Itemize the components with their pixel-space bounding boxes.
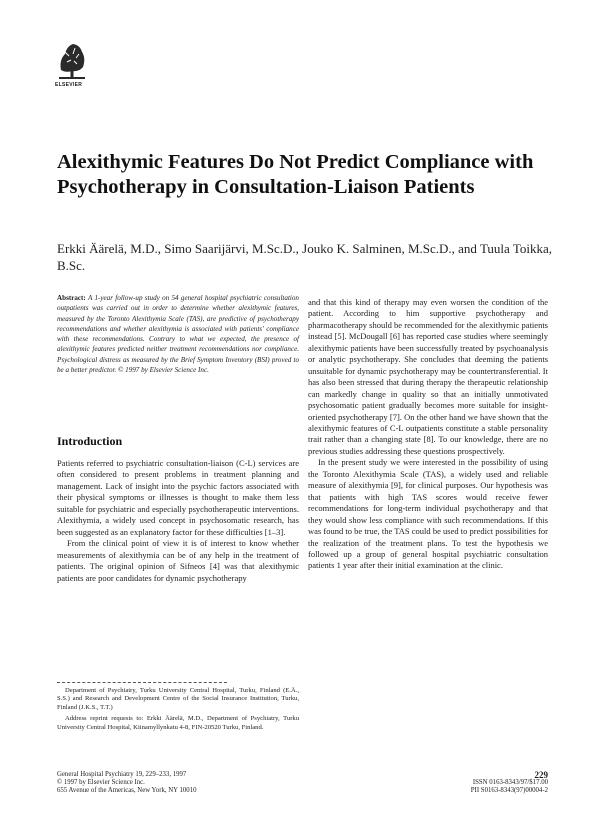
- publisher-name: ELSEVIER: [55, 82, 83, 88]
- left-column: [57, 458, 299, 584]
- footnotes: [57, 687, 299, 735]
- paragraph: and that this kind of therapy may even worsen the condition of the patient. According to him supportive psychotherapy and pharmacotherapy should be recommended for the alexithymic patients instead [5]. McDougall [6] has reported case studies where seemingly alexithymic patients have been successfully treated by psychoanalysis or analytic psychotherapy. She concludes that deeming the patients unsuitable for dynamic psychotherapy may be countertransferential. It has also been stressed that during therapy the therapeutic relationship can markedly change in quality so that an initially unmotivated psychosomatic patient gradually becomes more suitable for insight-oriented psychotherapy [7]. On the other hand we have shown that the alexithymic features of C-L outpatients constitute a stable personality trait rather than a changing state [8]. To our knowledge, there are no previous studies addressing these questions prospectively.: [308, 297, 548, 456]
- article-title: Alexithymic Features Do Not Predict Compliance with Psychotherapy in Consultation-Liaison Patients: [57, 151, 534, 198]
- abstract-text: A 1-year follow-up study on 54 general hospital psychiatric consultation outpatients was carried out in order to determine whether alexithymic features, measured by the Toronto Alexithymia Scale (TAS), are predictive of psychotherapy recommendations and whether alexithymia is associated with patients' compliance with these recommendations. Contrary to what we expected, the presence of alexithymic features predicted neither treatment recommendations nor compliance. Psychological distress as measured by the Brief Symptom Inventory (BSI) proved to be a better predictor. © 1997 by Elsevier Science Inc.: [57, 294, 299, 375]
- footnote-divider: [57, 682, 227, 683]
- publisher-address: 655 Avenue of the Americas, New York, NY 10010: [57, 787, 197, 795]
- paragraph: Patients referred to psychiatric consultation-liaison (C-L) services are often considered to present problems in treatment planning and management. Lack of insight into the psychic factors associated with their physical symptoms or illnesses is thought to make them less suitable for psychiatric and especially psychotherapeutic interventions. Alexithymia, a widely used concept in psychosomatic research, has been suggested as an explanatory factor for these difficulties [1–3].: [57, 458, 299, 537]
- abstract: [57, 293, 299, 375]
- right-column: [308, 297, 548, 572]
- elsevier-tree-logo: [57, 40, 87, 80]
- journal-citation: [57, 771, 197, 795]
- pii-line: PII S0163-8343(97)00004-2: [470, 787, 548, 795]
- copyright-line: © 1997 by Elsevier Science Inc.: [57, 779, 145, 787]
- reprint-footnote: Address reprint requests to: Erkki Äärelä, M.D., Department of Psychiatry, Turku University Central Hospital, Kiinamyllynkatu 4-8, FIN-20520 Turku, Finland.: [57, 715, 299, 731]
- affiliation-footnote: Department of Psychiatry, Turku University Central Hospital, Turku, Finland (E.Ä., S.S.) and Research and Development Centre of the Social Insurance Institution, Turku, Finland (J.K.S., T.T.): [57, 687, 299, 711]
- issn-line: ISSN 0163-8343/97/$17.00: [472, 779, 548, 787]
- page-footer-right: [471, 771, 548, 795]
- page-number: 229: [534, 770, 548, 780]
- introduction-heading: Introduction: [57, 434, 123, 448]
- author-list: Erkki Äärelä, M.D., Simo Saarijärvi, M.Sc.D., Jouko K. Salminen, M.Sc.D., and Tuula Toikka, B.Sc.: [57, 241, 552, 273]
- journal-line: General Hospital Psychiatry 19, 229–233, 1997: [57, 771, 187, 778]
- paragraph: In the present study we were interested in the possibility of using the Toronto Alexithymia Scale (TAS), a widely used and reliable measure of alexithymia [9], for clinical purposes. Our hypothesis was that patients with high TAS scores would receive fewer recommendations for long-term individual psychotherapy and that they would show less compliance with such recommendations. If this was found to be true, the TAS could be used to predict possibilities for the realization of the treatment plans. To test the hypothesis we followed up a group of general hospital psychiatric consultation patients 1 year after their initial examination at the clinic.: [308, 457, 548, 571]
- paragraph: From the clinical point of view it is of interest to know whether measurements of alexithymia can be of any help in the treatment of patients. The original opinion of Sifneos [4] was that alexithymic patients are poor candidates for dynamic psychotherapy: [57, 538, 299, 583]
- abstract-label: Abstract:: [57, 294, 86, 302]
